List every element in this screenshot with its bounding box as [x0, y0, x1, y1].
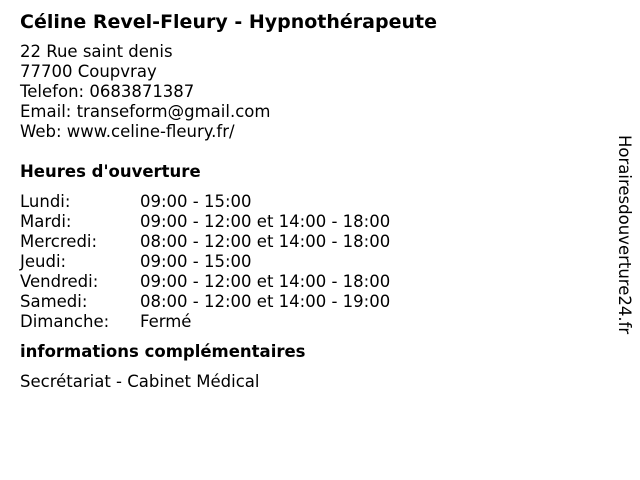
day-hours: 08:00 - 12:00 et 14:00 - 18:00 — [140, 232, 391, 251]
day-label: Jeudi: — [20, 252, 67, 271]
phone-line: Telefon: 0683871387 — [20, 82, 195, 101]
web-line: Web: www.celine-fleury.fr/ — [20, 122, 235, 141]
business-name: Céline Revel-Fleury - Hypnothérapeute — [20, 11, 437, 33]
site-watermark: Horairesdouverture24.fr — [615, 135, 634, 335]
day-label: Vendredi: — [20, 272, 99, 291]
address-line-2: 77700 Coupvray — [20, 62, 157, 81]
day-hours: 09:00 - 12:00 et 14:00 - 18:00 — [140, 212, 391, 231]
day-hours: Fermé — [140, 312, 192, 331]
day-hours: 08:00 - 12:00 et 14:00 - 19:00 — [140, 292, 391, 311]
address-line-1: 22 Rue saint denis — [20, 42, 173, 61]
day-hours: 09:00 - 15:00 — [140, 192, 252, 211]
site-watermark-container — [612, 135, 636, 370]
day-label: Samedi: — [20, 292, 88, 311]
additional-info-heading: informations complémentaires — [20, 342, 306, 361]
day-label: Mercredi: — [20, 232, 98, 251]
hours-row-thursday — [20, 252, 600, 272]
hours-row-sunday — [20, 312, 600, 332]
hours-row-friday — [20, 272, 600, 292]
day-label: Lundi: — [20, 192, 71, 211]
additional-info-text: Secrétariat - Cabinet Médical — [20, 372, 260, 391]
day-hours: 09:00 - 12:00 et 14:00 - 18:00 — [140, 272, 391, 291]
email-line: Email: transeform@gmail.com — [20, 102, 271, 121]
hours-row-tuesday — [20, 212, 600, 232]
hours-row-wednesday — [20, 232, 600, 252]
day-label: Dimanche: — [20, 312, 110, 331]
opening-hours-heading: Heures d'ouverture — [20, 162, 201, 181]
hours-row-monday — [20, 192, 600, 212]
hours-row-saturday — [20, 292, 600, 312]
day-hours: 09:00 - 15:00 — [140, 252, 252, 271]
opening-hours-table — [20, 192, 600, 332]
business-card — [20, 10, 600, 392]
day-label: Mardi: — [20, 212, 72, 231]
